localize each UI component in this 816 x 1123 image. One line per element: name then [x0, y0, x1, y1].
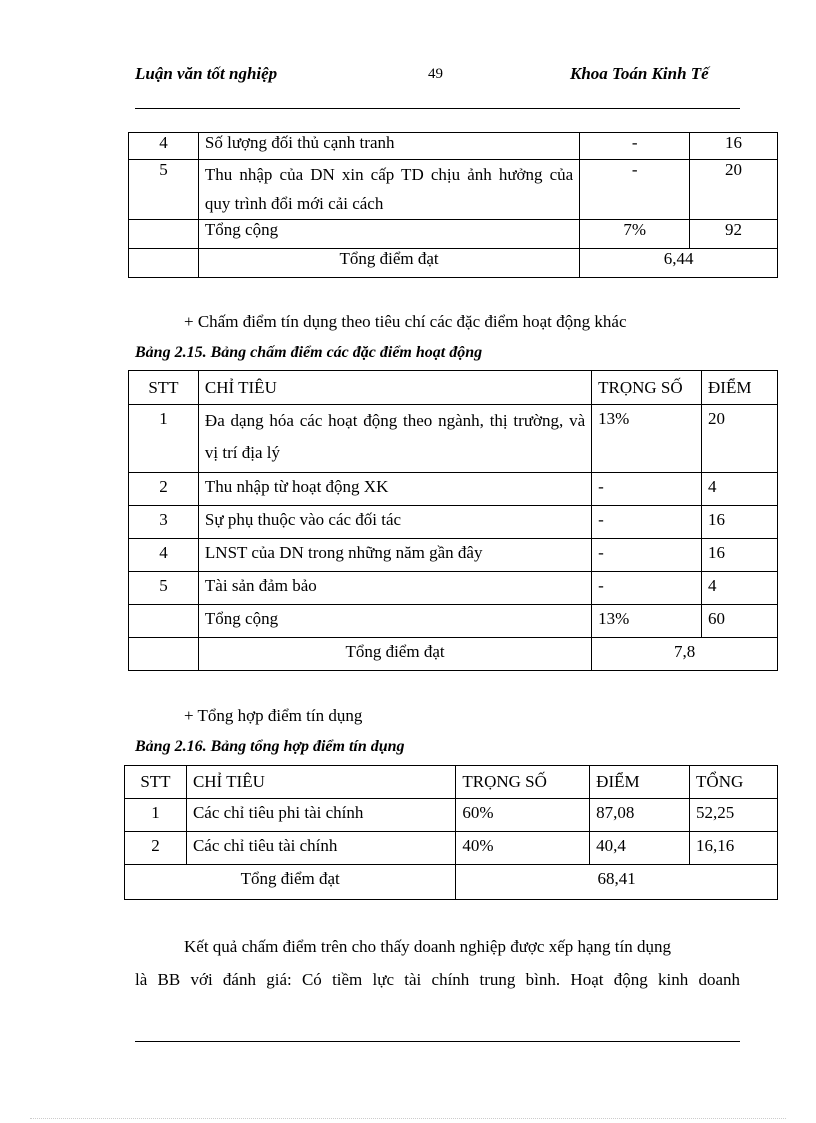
cell-stt: 2 [129, 473, 199, 506]
cell-score: 4 [702, 572, 778, 605]
cell-score: 16 [690, 133, 778, 160]
cell-name: LNST của DN trong những năm gần đây [198, 539, 591, 572]
table-row [129, 220, 778, 249]
cell-weight: - [580, 160, 690, 220]
table-row [125, 832, 778, 865]
table-total-row [125, 865, 778, 900]
cell-total: 16,16 [690, 832, 778, 865]
page-bottom-border [30, 1118, 786, 1119]
header-right-title: Khoa Toán Kinh Tế [570, 64, 709, 83]
header-score: ĐIỂM [590, 766, 690, 799]
total-label: Tổng điểm đạt [125, 865, 456, 900]
cell-score: 4 [702, 473, 778, 506]
total-value: 7,8 [592, 638, 778, 671]
cell-weight: - [580, 133, 690, 160]
cell-stt: 1 [129, 405, 199, 473]
table-2-15 [128, 370, 778, 671]
cell-score: 20 [690, 160, 778, 220]
total-value: 68,41 [456, 865, 778, 900]
cell-stt: 4 [129, 133, 199, 160]
table-row [129, 405, 778, 473]
table-caption-2-15: Bảng 2.15. Bảng chấm điểm các đặc điểm hoạt động [135, 344, 483, 361]
cell-stt: 1 [125, 799, 187, 832]
cell-name: Tổng cộng [198, 605, 591, 638]
table-total-row [129, 638, 778, 671]
cell-weight: 40% [456, 832, 590, 865]
table-header-row [125, 766, 778, 799]
cell-stt: 3 [129, 506, 199, 539]
cell-score: 87,08 [590, 799, 690, 832]
header-rule [135, 108, 740, 109]
header-weight: TRỌNG SỐ [456, 766, 590, 799]
table-total-row [129, 249, 778, 278]
cell-name: Thu nhập từ hoạt động XK [198, 473, 591, 506]
table-row [129, 160, 778, 220]
cell-name: Các chỉ tiêu phi tài chính [186, 799, 455, 832]
cell-empty [129, 638, 199, 671]
header-criteria: CHỈ TIÊU [198, 371, 591, 405]
total-label: Tổng điểm đạt [198, 638, 591, 671]
cell-weight: - [592, 539, 702, 572]
cell-stt [129, 220, 199, 249]
cell-name: Các chỉ tiêu tài chính [186, 832, 455, 865]
cell-weight: - [592, 473, 702, 506]
cell-stt: 2 [125, 832, 187, 865]
cell-score: 16 [702, 539, 778, 572]
cell-score: 92 [690, 220, 778, 249]
footer-rule [135, 1041, 740, 1042]
table-row [125, 799, 778, 832]
cell-name: Đa dạng hóa các hoạt động theo ngành, thị trường, và vị trí địa lý [198, 405, 591, 473]
table-row [129, 473, 778, 506]
cell-weight: 13% [592, 405, 702, 473]
header-stt: STT [129, 371, 199, 405]
table-caption-2-16: Bảng 2.16. Bảng tổng hợp điểm tín dụng [135, 738, 405, 755]
cell-empty [129, 249, 199, 278]
cell-weight: 13% [592, 605, 702, 638]
cell-score: 20 [702, 405, 778, 473]
table-continued [128, 132, 778, 278]
table-row [129, 133, 778, 160]
cell-name: Số lượng đối thủ cạnh tranh [198, 133, 579, 160]
conclusion-line-1: Kết quả chấm điểm trên cho thấy doanh nghiệp được xếp hạng tín dụng [184, 937, 671, 956]
cell-name: Tổng cộng [198, 220, 579, 249]
conclusion-line-2: là BB với đánh giá: Có tiềm lực tài chính trung bình. Hoạt động kinh doanh [135, 970, 740, 989]
cell-total: 52,25 [690, 799, 778, 832]
table-row [129, 572, 778, 605]
total-value: 6,44 [580, 249, 778, 278]
cell-stt: 5 [129, 160, 199, 220]
table-row [129, 506, 778, 539]
cell-score: 60 [702, 605, 778, 638]
section-intro-activities: + Chấm điểm tín dụng theo tiêu chí các đặc điểm hoạt động khác [184, 312, 627, 331]
header-stt: STT [125, 766, 187, 799]
cell-name: Sự phụ thuộc vào các đối tác [198, 506, 591, 539]
table-row [129, 539, 778, 572]
conclusion-paragraph [135, 930, 740, 996]
cell-name: Thu nhập của DN xin cấp TD chịu ảnh hưởng của quy trình đổi mới cải cách [198, 160, 579, 220]
header-left-title: Luận văn tốt nghiệp [135, 64, 278, 83]
cell-weight: - [592, 506, 702, 539]
cell-stt: 5 [129, 572, 199, 605]
page-number: 49 [428, 66, 443, 82]
header-score: ĐIỂM [702, 371, 778, 405]
cell-name: Tài sản đảm bảo [198, 572, 591, 605]
table-header-row [129, 371, 778, 405]
total-label: Tổng điểm đạt [198, 249, 579, 278]
cell-weight: - [592, 572, 702, 605]
cell-score: 40,4 [590, 832, 690, 865]
cell-score: 16 [702, 506, 778, 539]
cell-weight: 7% [580, 220, 690, 249]
cell-weight: 60% [456, 799, 590, 832]
table-row [129, 605, 778, 638]
header-weight: TRỌNG SỐ [592, 371, 702, 405]
header-criteria: CHỈ TIÊU [186, 766, 455, 799]
section-intro-summary: + Tổng hợp điểm tín dụng [184, 706, 363, 725]
cell-stt [129, 605, 199, 638]
cell-stt: 4 [129, 539, 199, 572]
header-total: TỔNG [690, 766, 778, 799]
table-2-16 [124, 765, 778, 900]
